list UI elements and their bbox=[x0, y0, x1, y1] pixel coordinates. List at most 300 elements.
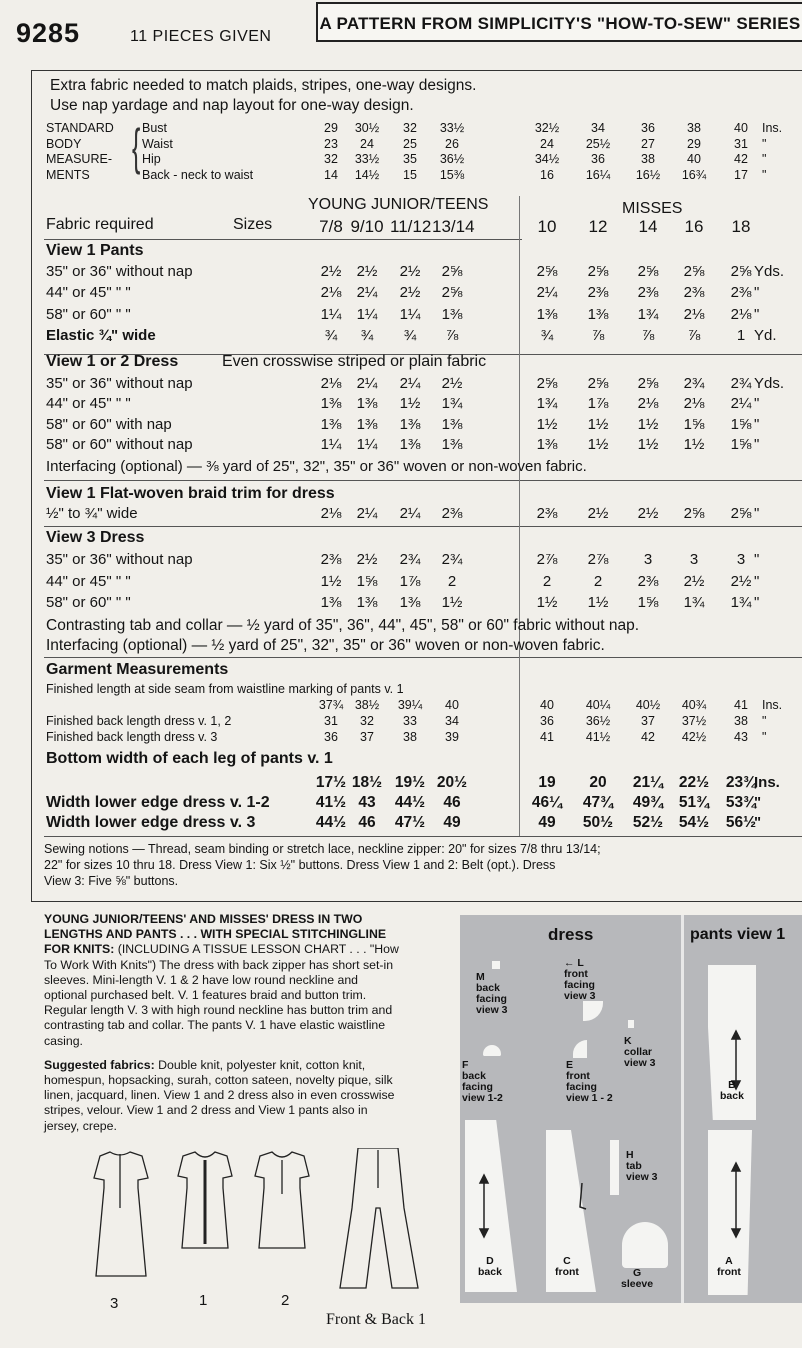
dress3-length-value: 38 bbox=[403, 730, 417, 744]
view12-dress-value: 2⅛ bbox=[637, 395, 659, 413]
view1-pants-row-label: 44" or 45" " " bbox=[46, 284, 131, 302]
view1-pants-value: ⅞ bbox=[641, 326, 655, 344]
measurement-value: 30½ bbox=[354, 121, 380, 135]
view1-pants-title: View 1 Pants bbox=[46, 242, 144, 259]
dress3-length-value: 41 bbox=[540, 730, 554, 744]
view12-dress-title: View 1 or 2 Dress bbox=[46, 353, 179, 370]
piece-h-label bbox=[626, 1150, 658, 1183]
bottom-width-value: 21¼ bbox=[632, 774, 664, 791]
view3-dress-value: 2 bbox=[593, 572, 603, 590]
view12-dress-value: 1⅜ bbox=[536, 435, 558, 453]
lower12-value: 41½ bbox=[315, 794, 347, 811]
measurement-value: 36½ bbox=[439, 152, 465, 166]
lower3-value: 50½ bbox=[582, 814, 614, 831]
view12-dress-value: 1½ bbox=[399, 395, 421, 413]
lower3-value: 44½ bbox=[315, 814, 347, 831]
view3-dress-value: 2½ bbox=[683, 572, 705, 590]
dress-3-sketch bbox=[94, 1152, 148, 1276]
lower12-value: 49¾ bbox=[632, 794, 664, 811]
pants-length-unit: Ins. bbox=[762, 698, 783, 712]
view12-dress-value: 2⅝ bbox=[637, 375, 659, 392]
view1-pants-value: ¾ bbox=[360, 326, 374, 344]
figure-label-pants: Front & Back 1 bbox=[326, 1311, 426, 1328]
view12-dress-value: 1½ bbox=[637, 435, 659, 453]
view3-dress-row-label: 58" or 60" " " bbox=[46, 594, 131, 611]
view1-pants-value: 2⅝ bbox=[730, 263, 752, 280]
view1-pants-value: 2½ bbox=[399, 263, 421, 280]
view12-dress-value: 1⅝ bbox=[683, 415, 705, 433]
view12-dress-value: 1⅜ bbox=[441, 415, 463, 433]
piece-m-label bbox=[476, 972, 508, 1016]
sewing-notions-line-1: Sewing notions — Thread, seam binding or stretch lace, neckline zipper: 20" for sizes 7/8 thru 13/14; bbox=[44, 842, 601, 856]
measurement-value: 24 bbox=[540, 136, 554, 151]
view1-braid-value: 2½ bbox=[637, 505, 659, 522]
view1-pants-row-label: 35" or 36" without nap bbox=[46, 263, 193, 280]
size-heading: 11/12 bbox=[390, 217, 432, 236]
pieces-count: 11 PIECES GIVEN bbox=[130, 28, 272, 45]
view3-dress-value: 2½ bbox=[730, 572, 752, 590]
dress3-length-value: 41½ bbox=[585, 730, 611, 744]
pattern-number: 9285 bbox=[16, 18, 81, 48]
view12-dress-unit: " bbox=[754, 435, 760, 453]
view3-dress-value: 3 bbox=[689, 551, 699, 568]
piece-label-line: C bbox=[563, 1255, 571, 1267]
view12-dress-row-label: 58" or 60" without nap bbox=[46, 435, 193, 453]
view12-dress-value: 2⅛ bbox=[683, 395, 705, 413]
garment-illustrations bbox=[80, 1148, 440, 1298]
lower3-label: Width lower edge dress v. 3 bbox=[46, 814, 256, 831]
piece-k-label bbox=[624, 1036, 656, 1069]
lower12-value: 53¾ bbox=[725, 794, 757, 811]
view12-dress-value: 1⅜ bbox=[356, 395, 378, 413]
view12-dress-value: 1⅜ bbox=[320, 395, 342, 413]
view12-dress-value: 2¾ bbox=[683, 375, 705, 392]
standard-measurements-label: MENTS bbox=[46, 167, 90, 182]
piece-e-label bbox=[566, 1060, 613, 1104]
lower3-value: 54½ bbox=[678, 814, 710, 831]
rule bbox=[44, 480, 802, 481]
view1-braid-title: View 1 Flat-woven braid trim for dress bbox=[46, 485, 335, 502]
view1-pants-value: 2⅝ bbox=[587, 263, 609, 280]
view1-pants-value: 2½ bbox=[399, 284, 421, 302]
piece-label-line: B bbox=[728, 1079, 736, 1091]
pants-length-value: 40 bbox=[445, 698, 459, 712]
view1-pants-value: 1¼ bbox=[320, 305, 342, 323]
bottom-width-value: 22½ bbox=[678, 774, 710, 791]
view1-pants-value: 1¼ bbox=[399, 305, 421, 323]
size-heading: 12 bbox=[588, 217, 608, 236]
dress3-length-value: 42½ bbox=[681, 730, 707, 744]
view12-dress-row-label: 44" or 45" " " bbox=[46, 395, 131, 413]
view1-pants-unit: Yd. bbox=[754, 326, 777, 344]
measurement-value: 24 bbox=[360, 136, 374, 151]
rule bbox=[44, 526, 802, 527]
measurement-value: 38 bbox=[687, 121, 701, 135]
view12-dress-value: 2⅝ bbox=[536, 375, 558, 392]
standard-measurements-label: MEASURE- bbox=[46, 152, 112, 166]
column-divider bbox=[519, 196, 520, 836]
view1-pants-value: 2⅝ bbox=[441, 263, 463, 280]
measurement-value: 40 bbox=[734, 121, 748, 135]
view12-dress-value: 1½ bbox=[587, 435, 609, 453]
view12-dress-value: 2⅝ bbox=[587, 375, 609, 392]
measurement-value: 27 bbox=[641, 136, 655, 151]
view1-pants-value: 2¼ bbox=[356, 284, 378, 302]
view1-braid-value: 2⅝ bbox=[730, 505, 752, 522]
lower3-value: 49 bbox=[538, 814, 556, 831]
piece-label-line: tab bbox=[626, 1160, 642, 1172]
view1-pants-value: 1⅜ bbox=[536, 305, 558, 323]
view12-dress-row-label: 35" or 36" without nap bbox=[46, 375, 193, 392]
view1-braid-value: 2⅝ bbox=[683, 505, 705, 522]
dress3-length-value: 42 bbox=[641, 730, 655, 744]
size-heading: 16 bbox=[684, 217, 704, 236]
view3-dress-value: 2⅞ bbox=[587, 551, 609, 568]
dress3-length-value: 43 bbox=[734, 730, 748, 744]
view3-dress-value: 1½ bbox=[536, 594, 558, 611]
view3-dress-unit: " bbox=[754, 551, 760, 568]
dress-2-sketch bbox=[255, 1152, 309, 1248]
view12-dress-value: 1¾ bbox=[536, 395, 558, 413]
size-heading: 14 bbox=[638, 217, 658, 236]
piece-label-line: front bbox=[717, 1266, 741, 1278]
measurement-value: 33½ bbox=[354, 152, 380, 166]
measurement-value: 16¼ bbox=[585, 167, 611, 182]
view3-interfacing: Interfacing (optional) — ½ yard of 25", 32", 35" or 36" woven or non-woven fabric. bbox=[46, 637, 605, 654]
view3-dress-value: 3 bbox=[643, 551, 653, 568]
piece-label-line: ← L bbox=[564, 957, 584, 969]
view12-dress-value: 1⅜ bbox=[399, 415, 421, 433]
measurement-value: 15⅜ bbox=[439, 167, 465, 182]
measurement-value: 26 bbox=[445, 136, 459, 151]
measurement-unit: " bbox=[762, 136, 767, 151]
measurement-value: 40 bbox=[687, 152, 701, 166]
measurement-value: 34½ bbox=[534, 152, 560, 166]
view1-pants-value: 2⅛ bbox=[320, 284, 342, 302]
bottom-width-value: 19½ bbox=[394, 774, 426, 791]
measurement-value: 25½ bbox=[585, 136, 611, 151]
view12-dress-value: 1¼ bbox=[356, 435, 378, 453]
view3-dress-value: 1⅜ bbox=[320, 594, 342, 611]
measurement-value: 15 bbox=[403, 167, 417, 182]
view12-dress-value: 2¼ bbox=[399, 375, 421, 392]
sizes-label: Sizes bbox=[233, 216, 273, 233]
piece-label-line: front bbox=[564, 968, 588, 980]
pants-length-value: 40¾ bbox=[681, 698, 707, 712]
view1-pants-value: ¾ bbox=[403, 326, 417, 344]
view12-interfacing: Interfacing (optional) — ⅜ yard of 25", 32", 35" or 36" woven or non-woven fabric. bbox=[46, 458, 587, 475]
view12-dress-value: 1⅝ bbox=[730, 435, 752, 453]
view3-dress-value: 2⅜ bbox=[637, 572, 659, 590]
view12-dress-value: 1½ bbox=[683, 435, 705, 453]
dress3-length-value: 36 bbox=[324, 730, 338, 744]
piece-label-line: H bbox=[626, 1149, 634, 1161]
diagram-pants-title: pants view 1 bbox=[690, 926, 786, 943]
piece-label-line: sleeve bbox=[621, 1278, 654, 1290]
measurement-name: Hip bbox=[142, 152, 161, 166]
pants-length-value: 40½ bbox=[635, 698, 661, 712]
rule bbox=[44, 836, 802, 837]
piece-label-line: E bbox=[566, 1059, 574, 1071]
view3-dress-value: 2½ bbox=[356, 551, 378, 568]
bottom-width-value: 18½ bbox=[351, 774, 383, 791]
measurement-value: 36 bbox=[591, 152, 605, 166]
lower12-value: 46 bbox=[443, 794, 461, 811]
series-banner: A PATTERN FROM SIMPLICITY'S "HOW-TO-SEW" SERIES bbox=[316, 2, 802, 42]
lower12-unit: " bbox=[754, 794, 762, 811]
young-junior-teens-heading: YOUNG JUNIOR/TEENS bbox=[308, 196, 489, 213]
piece-l-label bbox=[564, 958, 596, 1002]
measurement-value: 32½ bbox=[534, 121, 560, 135]
view12-dress-value: 1⅜ bbox=[399, 435, 421, 453]
size-heading: 13/14 bbox=[432, 217, 475, 236]
measurement-value: 16 bbox=[540, 167, 554, 182]
measurement-value: 17 bbox=[734, 167, 748, 182]
dress3-length-label: Finished back length dress v. 3 bbox=[46, 730, 218, 744]
lower3-value: 47½ bbox=[394, 814, 426, 831]
piece-label-line: front bbox=[555, 1266, 579, 1278]
piece-label-line: A bbox=[725, 1255, 733, 1267]
measurement-value: 16½ bbox=[635, 167, 661, 182]
view12-dress-value: 2¼ bbox=[356, 375, 378, 392]
figure-label-1: 1 bbox=[199, 1292, 208, 1309]
intro-line-1: Extra fabric needed to match plaids, stripes, one-way designs. bbox=[50, 77, 477, 94]
lower12-value: 43 bbox=[358, 794, 376, 811]
intro-text bbox=[50, 76, 476, 116]
view3-dress-value: 2 bbox=[447, 572, 457, 590]
view1-braid-unit: " bbox=[754, 505, 760, 522]
standard-measurements-label: STANDARD bbox=[46, 121, 114, 135]
lower12-value: 47¾ bbox=[582, 794, 614, 811]
fabric-required-label: Fabric required bbox=[46, 216, 154, 233]
view1-braid-value: 2⅛ bbox=[320, 505, 342, 522]
piece-label-line: G bbox=[632, 1267, 642, 1279]
view3-dress-unit: " bbox=[754, 594, 760, 611]
view12-dress-row-label: 58" or 60" with nap bbox=[46, 415, 172, 433]
view1-pants-row-label: Elastic ¾" wide bbox=[46, 326, 156, 344]
view1-pants-value: 2⅝ bbox=[536, 263, 558, 280]
piece-label-line: back bbox=[720, 1090, 744, 1102]
measurement-value: 42 bbox=[734, 152, 748, 166]
pants-length-value: 39¼ bbox=[397, 698, 423, 712]
diagram-dress-title: dress bbox=[548, 925, 594, 944]
measurement-value: 16¾ bbox=[681, 167, 707, 182]
view12-dress-value: 2⅛ bbox=[320, 375, 342, 392]
piece-label-line: facing bbox=[564, 979, 595, 991]
piece-label-line: view 3 bbox=[564, 990, 596, 1002]
view3-dress-value: 2⅜ bbox=[320, 551, 342, 568]
piece-label-line: view 1 - 2 bbox=[566, 1092, 613, 1104]
pants-length-value: 41 bbox=[734, 698, 748, 712]
view1-braid-value: 2¼ bbox=[399, 505, 421, 522]
measurement-value: 34 bbox=[591, 121, 605, 135]
measurement-value: 14 bbox=[324, 167, 338, 182]
view1-pants-value: 2⅜ bbox=[683, 284, 705, 302]
pants-length-value: 40 bbox=[540, 698, 554, 712]
view1-braid-value: 2¼ bbox=[356, 505, 378, 522]
view3-dress-value: 1¾ bbox=[730, 594, 752, 611]
piece-label-line: view 3 bbox=[624, 1057, 656, 1069]
view1-pants-value: 2⅜ bbox=[587, 284, 609, 302]
view3-dress-title: View 3 Dress bbox=[46, 529, 145, 546]
bottom-width-title: Bottom width of each leg of pants v. 1 bbox=[46, 750, 333, 767]
measurement-unit: " bbox=[762, 167, 767, 182]
bottom-width-value: 20½ bbox=[436, 774, 468, 791]
view12-dress-value: 1½ bbox=[587, 415, 609, 433]
pants-length-value: 38½ bbox=[354, 698, 380, 712]
view1-braid-value: 2½ bbox=[587, 505, 609, 522]
lower3-unit: " bbox=[754, 814, 762, 831]
piece-label-line: facing bbox=[462, 1081, 493, 1093]
dress12-length-value: 32 bbox=[360, 714, 374, 728]
piece-g-label bbox=[621, 1268, 653, 1290]
pattern-description bbox=[44, 912, 400, 1134]
grainline-arrows bbox=[460, 915, 802, 1303]
description-heading: YOUNG JUNIOR/TEENS' AND MISSES' DRESS IN TWO LENGTHS AND PANTS . . . WITH SPECIAL STITCHINGLINE FOR KNITS: bbox=[44, 912, 387, 957]
view12-dress-unit: " bbox=[754, 415, 760, 433]
measurement-value: 36 bbox=[641, 121, 655, 135]
measurements-brace: { bbox=[132, 119, 141, 175]
measurement-value: 35 bbox=[403, 152, 417, 166]
bottom-width-unit: Ins. bbox=[754, 774, 780, 791]
view3-dress-value: 1½ bbox=[587, 594, 609, 611]
pants-length-value: 40¼ bbox=[585, 698, 611, 712]
view3-dress-value: 2¾ bbox=[441, 551, 463, 568]
dress12-length-value: 34 bbox=[445, 714, 459, 728]
bottom-width-value: 23¾ bbox=[725, 774, 757, 791]
lower12-value: 46¼ bbox=[531, 794, 563, 811]
sewing-notions-line-2: 22" for sizes 10 thru 18. Dress View 1: Six ½" buttons. Dress View 1 and 2: Belt (opt.). Dress bbox=[44, 858, 556, 872]
view1-pants-value: 1⅜ bbox=[587, 305, 609, 323]
measurement-value: 33½ bbox=[439, 121, 465, 135]
piece-label-line: D bbox=[486, 1255, 494, 1267]
lower12-label: Width lower edge dress v. 1-2 bbox=[46, 794, 270, 811]
view1-pants-value: 1¾ bbox=[637, 305, 659, 323]
pants-sketch bbox=[340, 1148, 418, 1288]
measurement-value: 38 bbox=[641, 152, 655, 166]
measurement-value: 32 bbox=[324, 152, 338, 166]
view3-dress-value: 2¾ bbox=[399, 551, 421, 568]
view12-dress-value: 1½ bbox=[637, 415, 659, 433]
view1-pants-value: 2⅝ bbox=[683, 263, 705, 280]
view3-contrasting: Contrasting tab and collar — ½ yard of 35", 36", 44", 45", 58" or 60" fabric without nap. bbox=[46, 617, 640, 634]
view1-braid-value: 2⅜ bbox=[441, 505, 463, 522]
lower3-value: 49 bbox=[443, 814, 461, 831]
view3-dress-value: 2 bbox=[542, 572, 552, 590]
view1-pants-value: ⅞ bbox=[591, 326, 605, 344]
pants-length-value: 37¾ bbox=[318, 698, 344, 712]
view12-dress-value: 1¾ bbox=[441, 395, 463, 413]
piece-label-line: F bbox=[462, 1059, 469, 1071]
measurement-name: Waist bbox=[142, 136, 173, 151]
view1-pants-value: 2⅛ bbox=[730, 305, 752, 323]
standard-measurements-label: BODY bbox=[46, 136, 82, 151]
measurement-unit: Ins. bbox=[762, 121, 783, 135]
view3-dress-value: 1⅜ bbox=[399, 594, 421, 611]
piece-label-line: collar bbox=[624, 1046, 653, 1058]
view12-dress-value: 1⅞ bbox=[587, 395, 609, 413]
lower3-value: 56½ bbox=[725, 814, 757, 831]
rule bbox=[44, 657, 802, 658]
sewing-notions-line-3: View 3: Five ⅝" buttons. bbox=[44, 874, 179, 888]
piece-a-label bbox=[717, 1256, 741, 1278]
fabrics-label: Suggested fabrics: bbox=[44, 1057, 155, 1072]
dress12-length-value: 31 bbox=[324, 714, 338, 728]
pants-length-label: Finished length at side seam from waistline marking of pants v. 1 bbox=[46, 682, 404, 696]
measurement-value: 23 bbox=[324, 136, 338, 151]
measurement-value: 31 bbox=[734, 136, 748, 151]
view1-pants-value: 2⅝ bbox=[441, 284, 463, 302]
size-heading: 10 bbox=[537, 217, 557, 236]
view1-pants-value: 2½ bbox=[320, 263, 342, 280]
piece-label-line: view 3 bbox=[626, 1171, 658, 1183]
view3-dress-value: 1⅜ bbox=[356, 594, 378, 611]
view1-pants-value: 1 bbox=[736, 326, 746, 344]
view3-dress-value: 1⅞ bbox=[399, 572, 421, 590]
lower12-value: 51¾ bbox=[678, 794, 710, 811]
view1-pants-unit: Yds. bbox=[754, 263, 785, 280]
fabrics-text: Double knit, polyester knit, cotton knit, homespun, hopsacking, surah, cotton sateen, novelty pique, silk linen, jacquard, linen. View 1 and 2 dress also in even crosswise stripes, velour. View 1 and 2 dress and View 1 pants also in jersey, crepe. bbox=[44, 1057, 395, 1133]
dress-1-sketch bbox=[178, 1152, 232, 1248]
piece-c-label bbox=[555, 1256, 579, 1278]
dress3-length-value: 37 bbox=[360, 730, 374, 744]
lower12-value: 44½ bbox=[394, 794, 426, 811]
piece-label-line: front bbox=[566, 1070, 590, 1082]
view1-braid-row-label: ½" to ¾" wide bbox=[46, 505, 138, 522]
intro-line-2: Use nap yardage and nap layout for one-way design. bbox=[50, 97, 414, 114]
view1-pants-value: 1¼ bbox=[356, 305, 378, 323]
view1-pants-unit: " bbox=[754, 305, 760, 323]
piece-f-label bbox=[462, 1060, 503, 1104]
view3-dress-value: 1⅝ bbox=[356, 572, 378, 590]
measurement-value: 25 bbox=[403, 136, 417, 151]
figure-label-2: 2 bbox=[281, 1292, 290, 1309]
piece-label-line: M bbox=[476, 971, 485, 983]
view12-dress-value: 2½ bbox=[441, 375, 463, 392]
piece-label-line: back bbox=[478, 1266, 502, 1278]
bottom-width-value: 20 bbox=[589, 774, 607, 791]
view12-dress-value: 1⅝ bbox=[730, 415, 752, 433]
piece-label-line: back bbox=[462, 1070, 486, 1082]
view3-dress-value: 1¾ bbox=[683, 594, 705, 611]
view12-dress-value: 1⅜ bbox=[441, 435, 463, 453]
piece-d-label bbox=[478, 1256, 502, 1278]
view12-dress-value: 1½ bbox=[536, 415, 558, 433]
measurement-name: Bust bbox=[142, 121, 168, 135]
dress12-length-value: 37 bbox=[641, 714, 655, 728]
dress12-length-value: 37½ bbox=[681, 714, 707, 728]
view12-dress-value: 1¼ bbox=[320, 435, 342, 453]
piece-label-line: K bbox=[624, 1035, 632, 1047]
lower3-value: 46 bbox=[358, 814, 376, 831]
view12-dress-subtitle: Even crosswise striped or plain fabric bbox=[222, 353, 487, 370]
measurement-value: 14½ bbox=[354, 167, 380, 182]
bottom-width-value: 19 bbox=[538, 774, 556, 791]
piece-b-label bbox=[720, 1080, 744, 1102]
view12-dress-value: 1⅜ bbox=[356, 415, 378, 433]
view3-dress-row-label: 44" or 45" " " bbox=[46, 572, 131, 590]
dress3-length-value: 39 bbox=[445, 730, 459, 744]
view1-pants-unit: " bbox=[754, 284, 760, 302]
view12-dress-value: 2¾ bbox=[730, 375, 752, 392]
dress12-length-label: Finished back length dress v. 1, 2 bbox=[46, 714, 232, 728]
piece-label-line: facing bbox=[476, 993, 507, 1005]
size-heading: 18 bbox=[731, 217, 751, 236]
misses-heading: MISSES bbox=[622, 200, 683, 217]
view12-dress-value: 2¼ bbox=[730, 395, 752, 413]
figure-label-3: 3 bbox=[110, 1295, 119, 1312]
view1-pants-value: 2¼ bbox=[536, 284, 558, 302]
